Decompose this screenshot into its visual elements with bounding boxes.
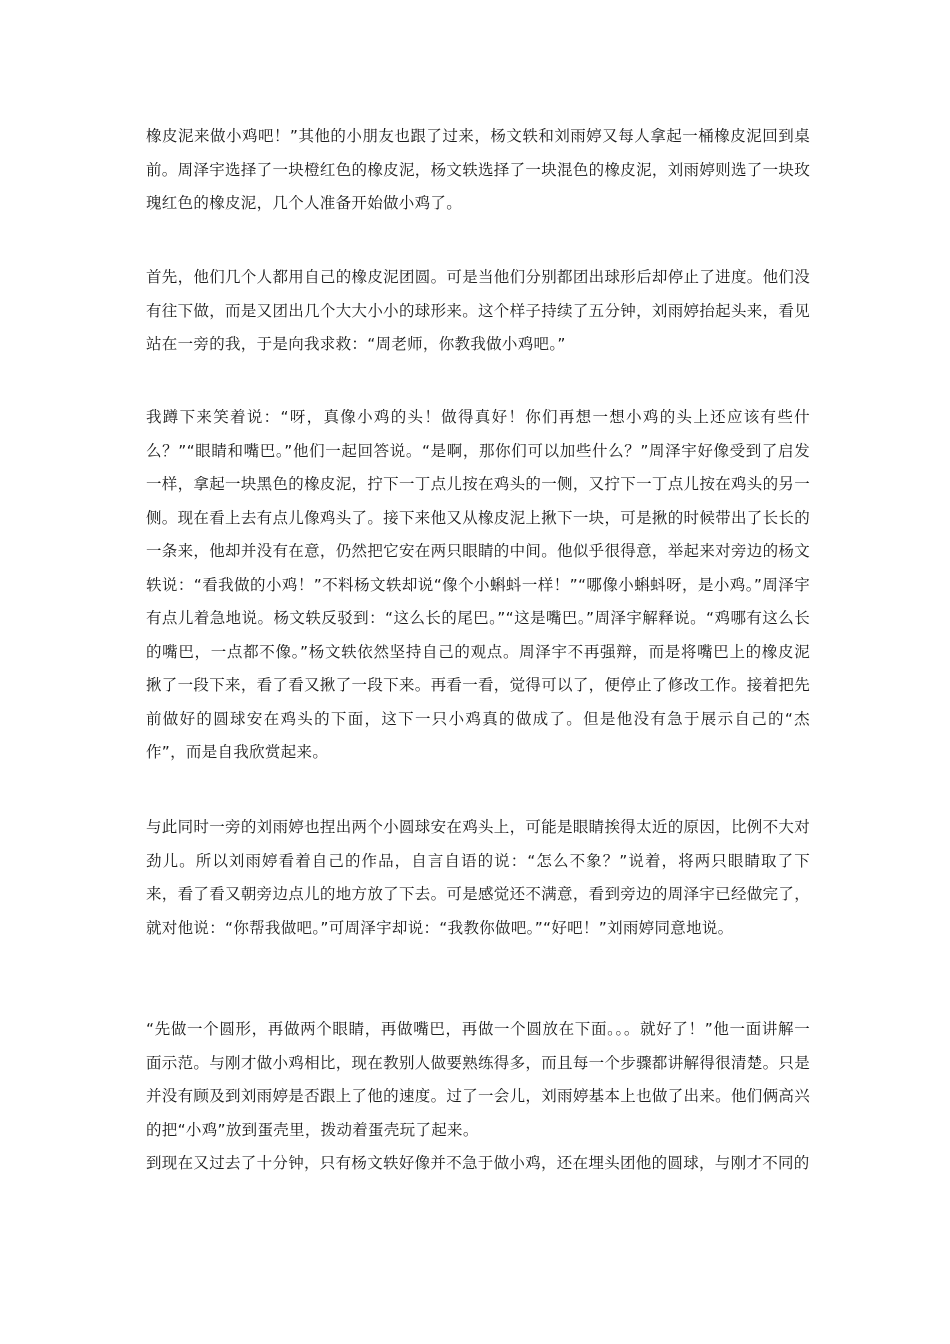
paragraph-3: 我蹲下来笑着说：“呀，真像小鸡的头！做得真好！你们再想一想小鸡的头上还应该有些什么？”“眼睛和嘴巴。”他们一起回答说。“是啊，那你们可以加些什么？”周泽宇好像受到了启发一样，拿起一块黑色的橡皮泥，拧下一丁点儿按在鸡头的一侧，又拧下一丁点儿按在鸡头的另一侧。现在看上去有点儿像鸡头了。接下来他又从橡皮泥上揪下一块，可是揪的时候带出了长长的一条来，他却并没有在意，仍然把它安在两只眼睛的中间。他似乎很得意，举起来对旁边的杨文轶说：“看我做的小鸡！”不料杨文轶却说“像个小蝌蚪一样！”“哪像小蝌蚪呀，是小鸡。”周泽宇有点儿着急地说。杨文轶反驳到：“这么长的尾巴。”“这是嘴巴。”周泽宇解释说。“鸡哪有这么长的嘴巴，一点都不像。”杨文轶依然坚持自己的观点。周泽宇不再强辩，而是将嘴巴上的橡皮泥揪了一段下来，看了看又揪了一段下来。再看一看，觉得可以了，便停止了修改工作。接着把先前做好的圆球安在鸡头的下面，这下一只小鸡真的做成了。但是他没有急于展示自己的“杰作”，而是自我欣赏起来。 — [146, 408, 810, 761]
paragraph-1: 橡皮泥来做小鸡吧！”其他的小朋友也跟了过来，杨文轶和刘雨婷又每人拿起一桶橡皮泥回到桌前。周泽宇选择了一块橙红色的橡皮泥，杨文轶选择了一块混色的橡皮泥，刘雨婷则选了一块玫瑰红色的橡皮泥，几个人准备开始做小鸡了。 — [146, 127, 810, 212]
paragraph-2: 首先，他们几个人都用自己的橡皮泥团圆。可是当他们分别都团出球形后却停止了进度。他们没有往下做，而是又团出几个大大小小的球形来。这个样子持续了五分钟，刘雨婷抬起头来，看见站在一旁的我，于是向我求救：“周老师，你教我做小鸡吧。” — [146, 268, 810, 353]
paragraph-5: “先做一个圆形，再做两个眼睛，再做嘴巴，再做一个圆放在下面。。。就好了！”他一面讲解一面示范。与刚才做小鸡相比，现在教别人做要熟练得多，而且每一个步骤都讲解得很清楚。只是并没有顾及到刘雨婷是否跟上了他的速度。过了一会儿，刘雨婷基本上也做了出来。他们俩高兴的把“小鸡”放到蛋壳里，拨动着蛋壳玩了起来。 — [146, 1020, 810, 1139]
paragraph-6: 到现在又过去了十分钟，只有杨文轶好像并不急于做小鸡，还在埋头团他的圆球，与刚才不同的 — [146, 1154, 810, 1172]
paragraph-4: 与此同时一旁的刘雨婷也捏出两个小圆球安在鸡头上，可能是眼睛挨得太近的原因，比例不大对劲儿。所以刘雨婷看着自己的作品，自言自语的说：“怎么不象？”说着，将两只眼睛取了下来，看了看又朝旁边点儿的地方放了下去。可是感觉还不满意，看到旁边的周泽宇已经做完了，就对他说：“你帮我做吧。”可周泽宇却说：“我教你做吧。”“好吧！”刘雨婷同意地说。 — [146, 818, 810, 937]
